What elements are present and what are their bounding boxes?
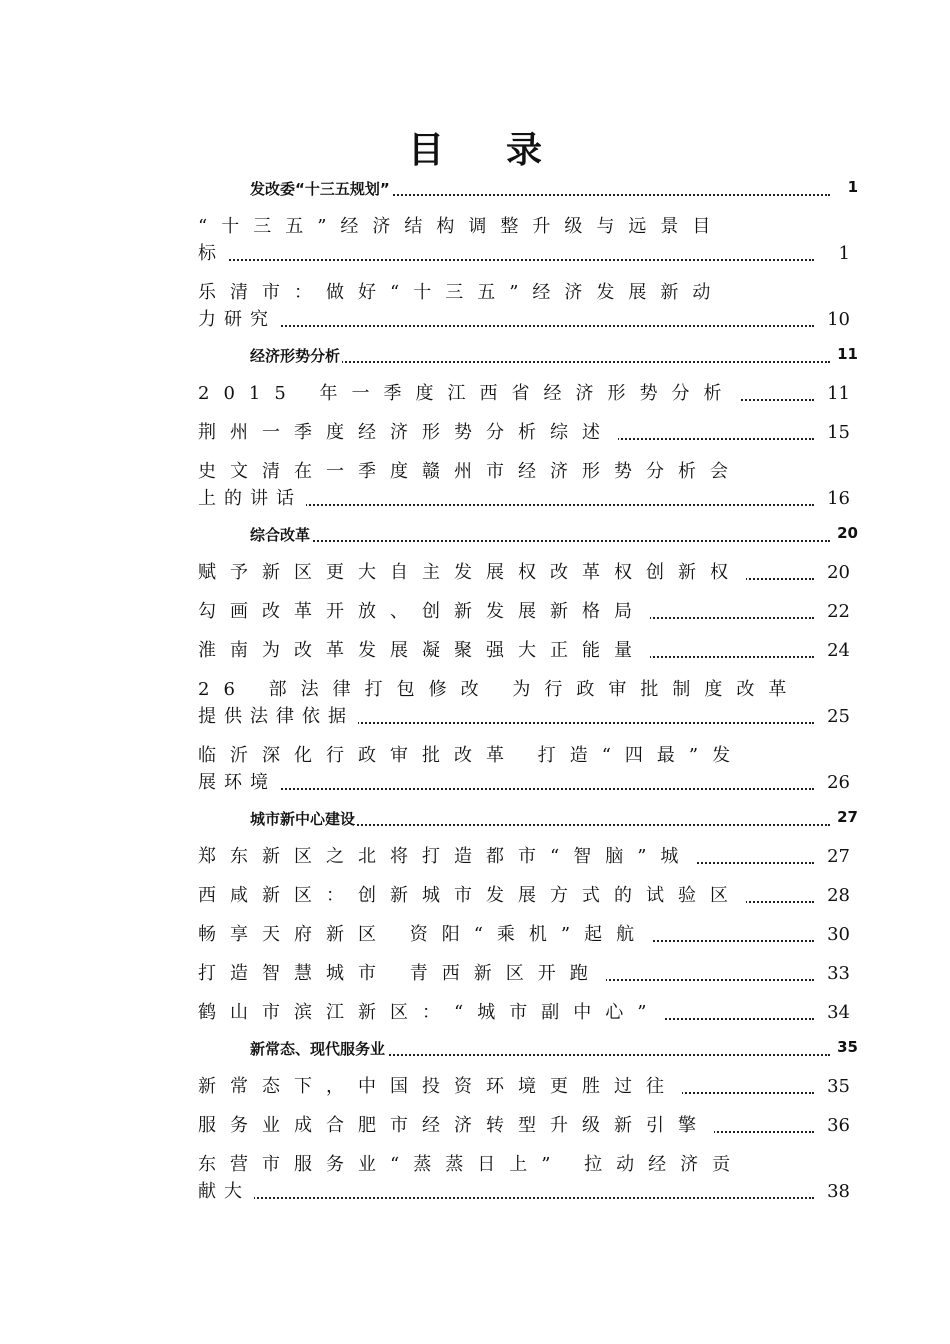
page-number: 22 [827,601,850,622]
page-number: 38 [827,1181,850,1202]
entry-title-line2-row [198,703,858,730]
entry-title: 勾画改革开放、创新发展新格局 [198,598,650,625]
toc-entry[interactable] [198,380,858,407]
page-number: 26 [827,772,850,793]
entry-title-line1: “十三五”经济结构调整升级与远景目 [198,216,725,237]
toc-entry[interactable] [198,598,858,625]
entry-title-line2: 献大 [198,1178,254,1205]
entry-title: 服务业成合肥市经济转型升级新引擎 [198,1112,714,1139]
page-number: 27 [837,808,858,826]
dot-leader [250,528,830,542]
toc-entry[interactable] [198,279,858,333]
page-number: 28 [827,885,850,906]
page-number: 11 [837,345,858,363]
entry-title-line2: 提供法律依据 [198,703,358,730]
entry-title: 新常态下，中国投资环境更胜过往 [198,1073,682,1100]
section-label: 新常态、现代服务业 [250,1040,386,1058]
toc-entry[interactable] [198,1151,858,1205]
entry-title-line2-row [198,769,858,796]
page-number: 25 [827,706,850,727]
entry-title-line2-row [198,240,858,267]
section-label: 城市新中心建设 [250,810,356,828]
entry-title-line1: 乐清市：做好“十三五”经济发展新动 [198,282,725,303]
entry-title: 2015 年一季度江西省经济形势分析 [198,380,740,407]
entry-title: 淮南为改革发展凝聚强大正能量 [198,637,650,664]
page-number: 35 [827,1076,850,1097]
entry-title-line2-row [198,1178,858,1205]
page-number: 15 [827,422,850,443]
toc-entry[interactable] [198,742,858,796]
page-number: 24 [827,640,850,661]
toc-entry[interactable] [198,676,858,730]
entry-title-line1: 临沂深化行政审批改革 打造“四最”发 [198,745,745,766]
entry-title-line1: 26 部法律打包修改 为行政审批制度改革 [198,679,801,700]
table-of-contents [198,178,858,1217]
page-number: 1 [838,243,850,264]
page-number: 30 [827,924,850,945]
entry-title: 郑东新区之北将打造都市“智脑”城 [198,843,696,870]
entry-title-line2: 展环境 [198,769,280,796]
toc-entry[interactable] [198,1112,858,1139]
entry-title: 鹤山市滨江新区：“城市副中心” [198,999,664,1026]
entry-title: 畅享天府新区 资阳“乘机”起航 [198,921,652,948]
section-label: 发改委“十三五规划” [250,180,390,198]
dot-leader [198,315,814,327]
toc-entry[interactable] [198,458,858,512]
entry-title-line2: 力研究 [198,306,280,333]
toc-entry[interactable] [198,419,858,446]
entry-title-line2: 标 [198,240,228,267]
entry-title-line2-row [198,485,858,512]
entry-title-line2: 上的讲话 [198,485,306,512]
page-number: 34 [827,1002,850,1023]
entry-title-line1: 东营市服务业“蒸蒸日上” 拉动经济贡 [198,1154,745,1175]
toc-entry[interactable] [198,1073,858,1100]
page-number: 11 [827,383,850,404]
entry-title: 打造智慧城市 青西新区开跑 [198,960,606,987]
entry-title: 赋予新区更大自主发展权改革权创新权 [198,559,746,586]
toc-section-heading[interactable] [250,345,858,369]
dot-leader [198,249,814,261]
page-number: 20 [837,524,858,542]
toc-entry[interactable] [198,999,858,1026]
toc-entry[interactable] [198,843,858,870]
entry-title-line1: 史文清在一季度赣州市经济形势分析会 [198,461,742,482]
dot-leader [198,778,814,790]
toc-section-heading[interactable] [250,808,858,832]
entry-title-line2-row [198,306,858,333]
toc-entry[interactable] [198,559,858,586]
page-title: 目录 [407,129,604,171]
toc-entry[interactable] [198,637,858,664]
page-number: 35 [837,1038,858,1056]
entry-title: 荆州一季度经济形势分析综述 [198,419,618,446]
page-number: 33 [827,963,850,984]
page-number: 20 [827,562,850,583]
page-number: 10 [827,309,850,330]
page-number: 1 [847,178,858,196]
entry-title: 西咸新区：创新城市发展方式的试验区 [198,882,746,909]
page-number: 27 [827,846,850,867]
toc-entry[interactable] [198,921,858,948]
toc-section-heading[interactable] [250,178,858,202]
page-number: 16 [827,488,850,509]
section-label: 综合改革 [250,526,311,544]
toc-entry[interactable] [198,960,858,987]
page-number: 36 [827,1115,850,1136]
toc-section-heading[interactable] [250,524,858,548]
toc-section-heading[interactable] [250,1038,858,1062]
dot-leader [198,1187,814,1199]
section-label: 经济形势分析 [250,347,341,365]
toc-entry[interactable] [198,882,858,909]
toc-entry[interactable] [198,213,858,267]
